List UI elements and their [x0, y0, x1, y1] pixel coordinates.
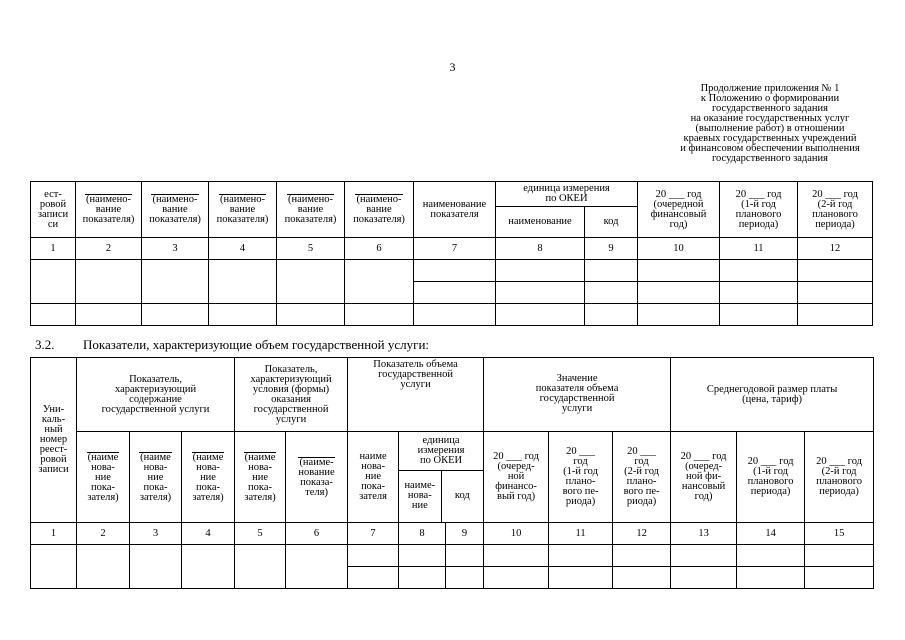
volume-indicator-header	[348, 358, 484, 432]
header-line: пока-	[196, 481, 220, 493]
empty-cell	[277, 304, 345, 326]
header-line: показателя)	[149, 214, 201, 225]
empty-cell	[348, 545, 399, 567]
unit-cell	[399, 432, 484, 523]
header-line: ест-	[44, 188, 62, 200]
empty-cell	[496, 304, 585, 326]
column-number: 4	[209, 238, 277, 260]
empty-cell	[671, 567, 737, 589]
header-line: показателя	[430, 208, 479, 220]
empty-cell	[613, 545, 671, 567]
header-line: (наимено-	[287, 194, 334, 205]
header-line: ный	[44, 424, 63, 435]
header-line: характеризующий	[250, 373, 332, 385]
header-line: ние	[200, 471, 216, 483]
header-line: 20 ___ год	[747, 456, 794, 467]
empty-cell	[130, 545, 182, 589]
empty-cell	[798, 282, 873, 304]
appendix-header-line: государственного задания	[711, 103, 828, 114]
column-number: 2	[77, 523, 130, 545]
sub-indicator-name	[235, 432, 286, 523]
indicator-name-header	[209, 182, 277, 238]
empty-cell	[585, 282, 638, 304]
header-line: вание	[95, 204, 122, 215]
column-number: 3	[142, 238, 209, 260]
empty-cell	[446, 567, 484, 589]
header-line: нансовый	[681, 481, 726, 492]
empty-cell	[31, 545, 77, 589]
unit-subtable	[399, 432, 483, 522]
column-number: 2	[76, 238, 142, 260]
header-line: (2-й год	[817, 198, 853, 210]
header-line: планового	[747, 476, 794, 487]
empty-cell	[277, 260, 345, 304]
indicator-name-header	[345, 182, 414, 238]
table-row	[31, 545, 874, 567]
empty-cell	[549, 567, 613, 589]
header-line: ние	[147, 471, 164, 483]
header-line: пока-	[91, 481, 115, 493]
header-line: ние	[252, 471, 268, 483]
header-line: нование	[298, 466, 335, 478]
column-number: 5	[277, 238, 345, 260]
header-line: нова-	[196, 461, 220, 473]
year3-header	[798, 182, 873, 238]
header-line: периода)	[815, 218, 855, 230]
header-line: 20 ___ год	[655, 188, 702, 200]
empty-cell	[286, 545, 348, 589]
empty-cell	[77, 545, 130, 589]
empty-cell	[798, 304, 873, 326]
table-row	[31, 304, 873, 326]
header-line: год	[634, 456, 649, 467]
header-line: по ОКЕИ	[545, 193, 588, 204]
empty-cell	[805, 567, 874, 589]
column-number-row	[31, 523, 874, 545]
value-year3-header	[613, 432, 671, 523]
header-line: (цена, тариф)	[742, 393, 803, 405]
header-line: единица	[422, 434, 460, 446]
header-line: наиме	[359, 451, 387, 462]
column-number: 10	[484, 523, 549, 545]
content-indicator-header	[77, 358, 235, 432]
header-line: вание	[162, 204, 188, 215]
fee-header	[671, 358, 874, 432]
registry-number-header	[31, 358, 77, 523]
header-line: год)	[694, 491, 713, 502]
empty-cell	[348, 567, 399, 589]
column-number: 14	[737, 523, 805, 545]
unit-name-header: наименование	[496, 207, 585, 238]
header-line: ровой	[40, 454, 67, 465]
header-line: планового	[816, 476, 862, 487]
header-line: нова-	[143, 461, 168, 473]
header-line: услуги	[561, 403, 593, 414]
header-line: показателя)	[82, 214, 135, 225]
header-line: (наиме-	[299, 456, 334, 468]
header-line: показателя)	[216, 214, 269, 225]
header-line: наиме-	[404, 480, 436, 492]
header-line: 20 ___	[627, 446, 656, 457]
value-year2-header	[549, 432, 613, 523]
header-line: записи	[38, 464, 69, 475]
empty-cell	[638, 304, 720, 326]
header-line: вание	[229, 204, 256, 215]
section-heading	[35, 337, 429, 353]
header-line: год)	[669, 218, 688, 230]
indicator-name-header	[76, 182, 142, 238]
empty-cell	[399, 545, 446, 567]
header-line: Среднегодовой размер платы	[706, 383, 838, 395]
header-line: 20 ___ год	[680, 451, 727, 462]
column-number: 6	[345, 238, 414, 260]
empty-cell	[414, 260, 496, 282]
header-line: пока-	[361, 481, 386, 492]
empty-cell	[235, 545, 286, 589]
header-line: 20 ___	[566, 446, 595, 457]
header-line: характеризующий	[114, 383, 197, 395]
empty-cell	[31, 304, 76, 326]
header-line: Показатель,	[264, 363, 318, 375]
header-line: вый год)	[497, 491, 536, 502]
empty-cell	[414, 304, 496, 326]
appendix-header-line: и финансовом обеспечении выполнения	[680, 143, 860, 154]
empty-cell	[585, 304, 638, 326]
section-number: 3.2.	[35, 337, 55, 352]
header-line: Показатель объема	[373, 359, 458, 370]
empty-cell	[142, 304, 209, 326]
year1-header	[638, 182, 720, 238]
empty-cell	[31, 260, 76, 304]
column-number: 8	[496, 238, 585, 260]
header-line: (наиме	[192, 451, 224, 463]
empty-cell	[484, 545, 549, 567]
header-line: финансо-	[495, 481, 537, 492]
header-line: (очеред-	[685, 461, 723, 472]
header-line: (очеред-	[497, 461, 535, 472]
sub-indicator-name	[130, 432, 182, 523]
header-line: номер	[39, 434, 68, 445]
header-line: зателя)	[87, 491, 119, 503]
header-line: нова-	[91, 461, 115, 473]
header-line: наименование	[422, 198, 487, 210]
header-line: нова-	[407, 490, 432, 502]
header-line: финансовый	[650, 208, 707, 220]
header-line: зателя)	[139, 491, 172, 503]
header-line: год	[573, 456, 588, 467]
empty-cell	[638, 282, 720, 304]
header-line: периода)	[738, 218, 779, 230]
empty-cell	[209, 304, 277, 326]
header-line: пока-	[248, 481, 273, 493]
header-line: (2-й год	[624, 466, 659, 477]
empty-cell	[798, 260, 873, 282]
header-line: каль-	[41, 414, 66, 425]
header-line: си	[47, 218, 59, 230]
header-line: ной фи-	[686, 471, 722, 482]
header-line: показа-	[300, 476, 333, 488]
header-line: государственной услуги	[101, 403, 210, 415]
empty-cell	[638, 260, 720, 282]
header-line: содержание	[129, 393, 182, 405]
header-line: 20 ___ год	[735, 188, 782, 200]
header-line: по ОКЕИ	[420, 454, 463, 466]
header-line: зателя)	[244, 491, 276, 503]
empty-cell	[720, 304, 798, 326]
column-number: 1	[31, 238, 76, 260]
empty-cell	[414, 282, 496, 304]
column-number: 6	[286, 523, 348, 545]
header-line: (1-й год	[563, 466, 598, 477]
column-number: 13	[671, 523, 737, 545]
sub-indicator-name	[77, 432, 130, 523]
header-line: нова-	[248, 461, 272, 473]
empty-cell	[446, 545, 484, 567]
header-line: измерения	[417, 444, 465, 456]
empty-cell	[671, 545, 737, 567]
header-line: (наимено-	[152, 194, 198, 205]
header-line: нова-	[361, 461, 385, 472]
quality-indicators-table	[30, 181, 873, 326]
header-line: ние	[411, 500, 428, 512]
header-line: планового	[735, 208, 782, 220]
appendix-header-line: (выполнение работ) в отношении	[695, 123, 845, 134]
sub-indicator-name	[286, 432, 348, 523]
empty-cell	[720, 282, 798, 304]
column-number: 1	[31, 523, 77, 545]
header-line: единица измерения	[523, 183, 610, 194]
header-line: зателя)	[192, 491, 224, 503]
unit-code-subheader: код	[441, 470, 483, 522]
empty-cell	[496, 282, 585, 304]
header-line: условия (формы)	[252, 383, 330, 395]
header-line: Значение	[556, 373, 598, 384]
empty-cell	[737, 545, 805, 567]
underline-field	[244, 452, 277, 463]
header-line: показателя)	[284, 214, 337, 225]
column-number: 7	[414, 238, 496, 260]
column-number: 11	[720, 238, 798, 260]
header-line: (наиме	[87, 451, 119, 463]
header-line: 20 ___ год	[816, 456, 863, 467]
column-number: 4	[182, 523, 235, 545]
appendix-header-line: государственного задания	[711, 153, 828, 164]
column-number-row	[31, 238, 873, 260]
header-line: периода)	[750, 486, 791, 497]
column-number: 12	[613, 523, 671, 545]
appendix-header	[620, 84, 905, 164]
header-line: (2-й год	[821, 466, 857, 477]
column-number: 9	[446, 523, 484, 545]
header-line: зателя	[359, 491, 387, 502]
empty-cell	[345, 260, 414, 304]
empty-cell	[585, 260, 638, 282]
indicator-name-header	[277, 182, 345, 238]
header-line: вого пе-	[562, 486, 599, 497]
header-line: (наиме	[140, 451, 171, 463]
header-line: показателя)	[353, 214, 405, 225]
header-line: Уни-	[42, 404, 65, 415]
fee-year2-header	[737, 432, 805, 523]
column-number: 12	[798, 238, 873, 260]
unit-header	[496, 182, 638, 207]
header-line: 20 ___ год	[812, 188, 858, 200]
header-line: Показатель,	[129, 373, 182, 385]
unit-name-subheader	[399, 470, 441, 522]
record-number-header	[31, 182, 76, 238]
header-line: риода)	[626, 496, 657, 507]
header-line: ние	[95, 471, 111, 483]
section-title: Показатели, характеризующие объем государственной услуги:	[83, 337, 430, 352]
empty-cell	[720, 260, 798, 282]
appendix-header-line: краевых государственных учреждений	[683, 133, 857, 144]
header-line: периода)	[819, 486, 859, 497]
appendix-header-line: к Положению о формировании	[700, 93, 840, 104]
empty-cell	[209, 260, 277, 304]
table-row	[31, 260, 873, 282]
column-number: 11	[549, 523, 613, 545]
empty-cell	[142, 260, 209, 304]
page-number: 3	[449, 60, 456, 74]
column-number: 9	[585, 238, 638, 260]
underline-field	[87, 452, 120, 463]
volume-indicators-table	[30, 357, 874, 589]
header-line: 20 ___ год	[493, 451, 539, 462]
empty-cell	[549, 545, 613, 567]
empty-cell	[805, 545, 874, 567]
unit-code-header: код	[585, 207, 638, 238]
column-number: 15	[805, 523, 874, 545]
header-line: (наимено-	[219, 194, 266, 205]
column-number: 5	[235, 523, 286, 545]
header-line: государственной	[378, 369, 453, 380]
header-line: вого пе-	[623, 486, 660, 497]
header-line: услуги	[400, 379, 431, 390]
indicator-name-header	[142, 182, 209, 238]
header-line: риода)	[565, 496, 596, 507]
header-line: (1-й год	[741, 198, 776, 210]
header-line: теля)	[305, 486, 328, 498]
header-line: ровой	[39, 198, 67, 210]
fee-year3-header	[805, 432, 874, 523]
year2-header	[720, 182, 798, 238]
header-line: (наимено-	[85, 194, 132, 205]
header-line: вание	[297, 204, 324, 215]
conditions-indicator-header	[235, 358, 348, 432]
header-line: записи	[37, 208, 69, 220]
empty-cell	[76, 260, 142, 304]
value-year1-header	[484, 432, 549, 523]
column-number: 3	[130, 523, 182, 545]
indicator-title-header	[414, 182, 496, 238]
header-line: государственной	[253, 403, 329, 415]
header-line: (1-й год	[753, 466, 788, 477]
column-number: 8	[399, 523, 446, 545]
appendix-header-line: Продолжение приложения № 1	[700, 83, 840, 94]
unit-subheader	[399, 432, 483, 470]
sub-indicator-name	[182, 432, 235, 523]
header-line: пока-	[143, 481, 168, 493]
header-line: (наимено-	[356, 194, 402, 205]
appendix-header-line: на оказание государственных услуг	[690, 113, 850, 124]
volume-value-header	[484, 358, 671, 432]
empty-cell	[345, 304, 414, 326]
header-line: вание	[366, 204, 392, 215]
fee-year1-header	[671, 432, 737, 523]
header-line: ной	[507, 471, 525, 482]
empty-cell	[484, 567, 549, 589]
empty-cell	[496, 260, 585, 282]
underline-field	[139, 452, 172, 463]
header-line: плано-	[626, 476, 657, 487]
underline-field	[192, 452, 225, 463]
header-line: реест-	[39, 444, 68, 455]
empty-cell	[737, 567, 805, 589]
header-line: (очередной	[653, 198, 704, 210]
header-line: государственной	[539, 393, 615, 404]
empty-cell	[399, 567, 446, 589]
underline-field	[298, 457, 334, 468]
empty-cell	[182, 545, 235, 589]
header-line: оказания	[271, 393, 311, 405]
header-line: (наиме	[244, 451, 276, 463]
header-line: показателя объема	[535, 383, 619, 394]
header-line: планового	[812, 208, 858, 220]
column-number: 10	[638, 238, 720, 260]
empty-cell	[613, 567, 671, 589]
empty-cell	[76, 304, 142, 326]
volume-indicator-name	[348, 432, 399, 523]
column-number: 7	[348, 523, 399, 545]
header-line: плано-	[565, 476, 596, 487]
header-line: ние	[365, 471, 381, 482]
header-line: услуги	[275, 413, 307, 425]
